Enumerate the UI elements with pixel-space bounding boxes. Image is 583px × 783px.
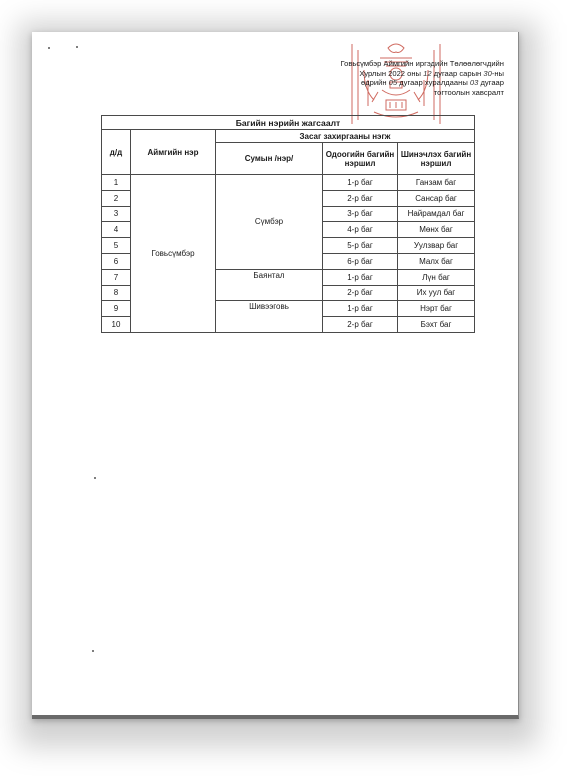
column-header-sum: Сумын /нэр/ (216, 143, 323, 175)
handwritten-session-number: 05 (388, 78, 398, 88)
annex-note-text: дугаар хуралдааны (399, 78, 468, 88)
current-bag-name-cell: 4-р баг (323, 222, 398, 238)
row-number-cell: 7 (102, 269, 131, 285)
annex-note-text: дугаар (480, 78, 504, 88)
row-number-cell: 3 (102, 206, 131, 222)
new-bag-name-cell: Ганзам баг (398, 175, 475, 191)
document-page (32, 32, 519, 719)
row-number-cell: 10 (102, 317, 131, 333)
column-group-header-admin-unit: Засаг захиргааны нэгж (216, 130, 475, 143)
annex-note-text: дугаар сарын (433, 68, 482, 78)
current-bag-name-cell: 1-р баг (323, 269, 398, 285)
column-header-aimag: Аймгийн нэр (131, 130, 216, 175)
sum-name-cell: Сүмбэр (216, 175, 323, 270)
annex-reference-note (264, 59, 504, 97)
sum-name-cell: Шивээговь (216, 301, 323, 333)
new-bag-name-cell: Их уул баг (398, 285, 475, 301)
table-title-row (102, 116, 475, 130)
row-number-cell: 9 (102, 301, 131, 317)
row-number-cell: 5 (102, 238, 131, 254)
row-number-cell: 1 (102, 175, 131, 191)
handwritten-resolution-number: 03 (469, 78, 479, 88)
new-bag-name-cell: Лүн баг (398, 269, 475, 285)
scan-speck (76, 46, 78, 48)
annex-note-text: Хурлын 2022 оны (359, 68, 422, 78)
scan-speck (94, 477, 96, 479)
current-bag-name-cell: 2-р баг (323, 285, 398, 301)
handwritten-month: 12 (423, 68, 432, 78)
current-bag-name-cell: 2-р баг (323, 190, 398, 206)
new-bag-name-cell: Мөнх баг (398, 222, 475, 238)
annex-note-text: -ны (491, 68, 504, 78)
new-bag-name-cell: Найрамдал баг (398, 206, 475, 222)
new-bag-name-cell: Сансар баг (398, 190, 475, 206)
table-row (102, 175, 475, 191)
aimag-name-cell: Говьсүмбэр (131, 175, 216, 333)
current-bag-name-cell: 1-р баг (323, 175, 398, 191)
table-title: Багийн нэрийн жагсаалт (102, 116, 475, 130)
new-bag-name-cell: Бэхт баг (398, 317, 475, 333)
bag-names-table (101, 115, 475, 333)
annex-note-line-4: тогтоолын хавсралт (433, 87, 504, 97)
new-bag-name-cell: Нэрт баг (398, 301, 475, 317)
annex-note-text: өдрийн (360, 78, 387, 88)
new-bag-name-cell: Малх баг (398, 253, 475, 269)
current-bag-name-cell: 2-р баг (323, 317, 398, 333)
scan-speck (92, 650, 94, 652)
current-bag-name-cell: 5-р баг (323, 238, 398, 254)
current-bag-name-cell: 3-р баг (323, 206, 398, 222)
column-header-current-name: Одоогийн багийн нэршил (323, 143, 398, 175)
row-number-cell: 8 (102, 285, 131, 301)
table-body (102, 175, 475, 333)
sum-name-cell: Баянтал (216, 269, 323, 301)
current-bag-name-cell: 6-р баг (323, 253, 398, 269)
row-number-cell: 4 (102, 222, 131, 238)
annex-note-line-2 (264, 69, 504, 79)
column-header-number: д/д (102, 130, 131, 175)
current-bag-name-cell: 1-р баг (323, 301, 398, 317)
row-number-cell: 2 (102, 190, 131, 206)
new-bag-name-cell: Уулзвар баг (398, 238, 475, 254)
annex-note-line-1: Говьсүмбэр Аймгийн иргэдийн Төлөөлөгчдийн (340, 59, 504, 68)
column-header-new-name: Шинэчлэх багийн нэршил (398, 143, 475, 175)
row-number-cell: 6 (102, 253, 131, 269)
scan-speck (48, 47, 50, 49)
handwritten-day: 30 (483, 68, 492, 78)
table-group-header-row (102, 130, 475, 143)
annex-note-line-3 (264, 78, 504, 88)
